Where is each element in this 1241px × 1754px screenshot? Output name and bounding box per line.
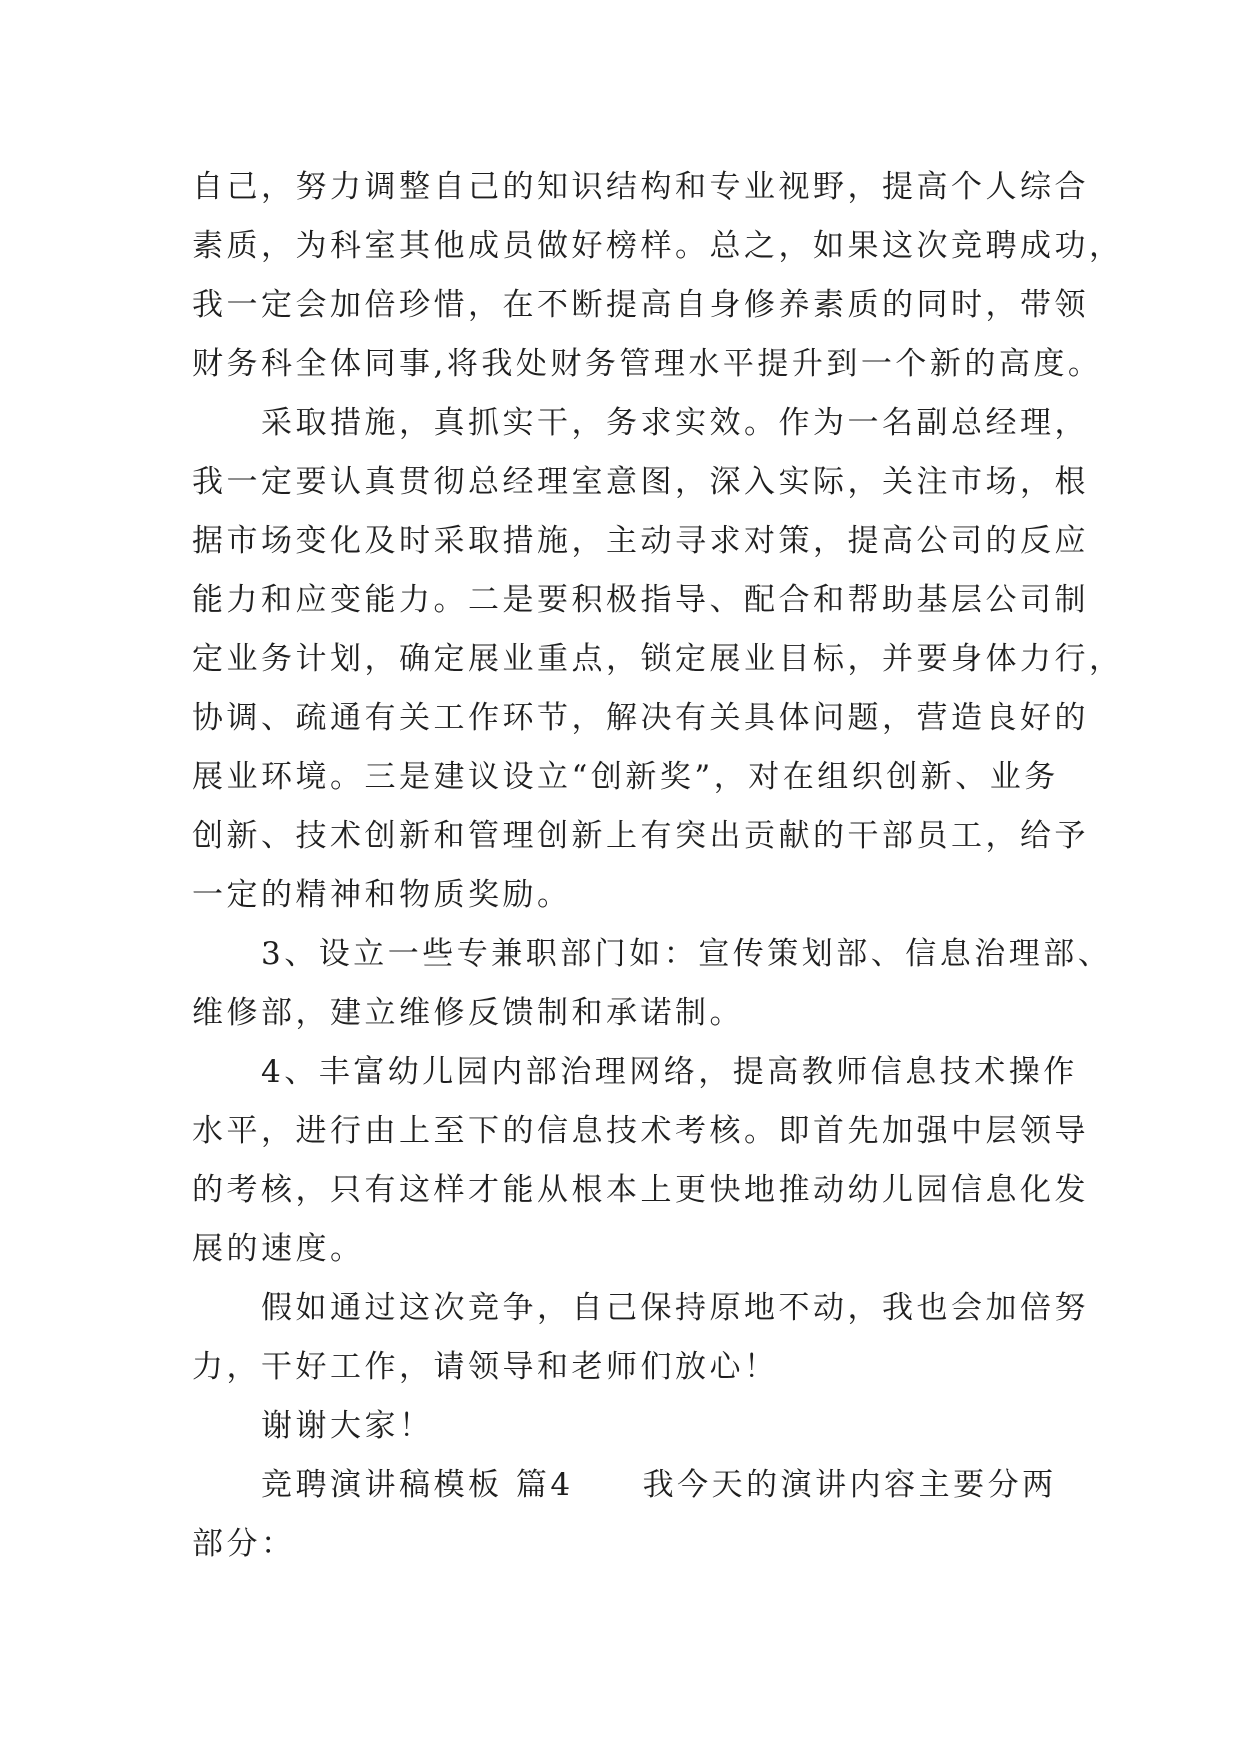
text-line: 竞聘演讲稿模板 篇4 我今天的演讲内容主要分两 [192,1467,1057,1503]
text-line: 协调、疏通有关工作环节，解决有关具体问题，营造良好的 [192,700,1089,736]
text-line: 定业务计划，确定展业重点，锁定展业目标，并要身体力行， [192,641,1124,677]
document-body [192,158,1124,1574]
text-line: 创新、技术创新和管理创新上有突出贡献的干部员工，给予 [192,818,1089,854]
text-line: 水平，进行由上至下的信息技术考核。即首先加强中层领导 [192,1113,1089,1149]
text-line: 部分： [192,1526,296,1562]
text-line: 我一定要认真贯彻总经理室意图，深入实际，关注市场，根 [192,464,1089,500]
text-line: 展的速度。 [192,1231,365,1267]
text-line: 能力和应变能力。二是要积极指导、配合和帮助基层公司制 [192,582,1089,618]
text-line: 我一定会加倍珍惜，在不断提高自身修养素质的同时，带领 [192,287,1089,323]
text-line: 力，干好工作，请领导和老师们放心！ [192,1349,779,1385]
text-line: 3、设立一些专兼职部门如：宣传策划部、信息治理部、 [192,936,1113,972]
text-line: 自己，努力调整自己的知识结构和专业视野，提高个人综合 [192,169,1089,205]
text-line: 维修部，建立维修反馈制和承诺制。 [192,995,744,1031]
text-line: 假如通过这次竞争，自己保持原地不动，我也会加倍努 [192,1290,1089,1326]
text-line: 4、丰富幼儿园内部治理网络，提高教师信息技术操作 [192,1054,1078,1090]
text-line: 谢谢大家！ [192,1408,434,1444]
text-line: 财务科全体同事,将我处财务管理水平提升到一个新的高度。 [192,346,1103,382]
text-line: 展业环境。三是建议设立“创新奖”，对在组织创新、业务 [192,759,1059,795]
text-line: 素质，为科室其他成员做好榜样。总之，如果这次竞聘成功， [192,228,1124,264]
text-line: 据市场变化及时采取措施，主动寻求对策，提高公司的反应 [192,523,1089,559]
text-line: 采取措施，真抓实干，务求实效。作为一名副总经理， [192,405,1089,441]
text-line: 一定的精神和物质奖励。 [192,877,572,913]
text-line: 的考核，只有这样才能从根本上更快地推动幼儿园信息化发 [192,1172,1089,1208]
